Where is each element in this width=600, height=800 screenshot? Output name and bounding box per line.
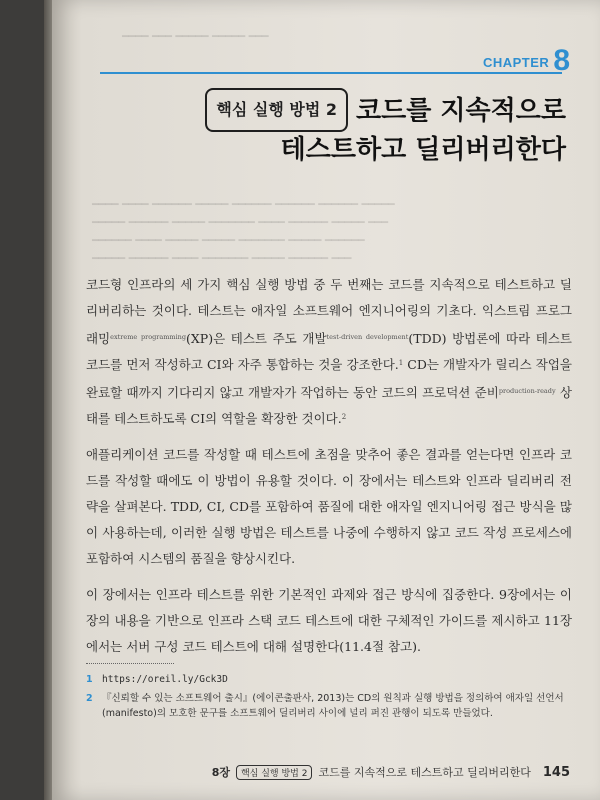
chapter-number: 8 bbox=[553, 44, 570, 77]
footer-chapter: 8장 bbox=[211, 766, 230, 779]
english-gloss: extreme programming bbox=[110, 333, 187, 341]
paragraph-2 bbox=[86, 442, 572, 572]
chapter-word: CHAPTER bbox=[482, 55, 550, 70]
paragraph-text: 상태를 테스트하도록 CI의 역할을 확장한 것이다. bbox=[86, 385, 572, 426]
paragraph-1 bbox=[86, 272, 572, 432]
running-footer bbox=[212, 764, 570, 780]
paragraph-3 bbox=[86, 582, 572, 660]
page-number: 145 bbox=[542, 764, 570, 780]
footnotes bbox=[86, 672, 572, 725]
footnote-number: 2 bbox=[86, 693, 93, 704]
footnote-ref[interactable]: 1 bbox=[398, 359, 404, 367]
chapter-label bbox=[483, 44, 570, 78]
footnote-rule bbox=[86, 663, 174, 664]
footnote-link[interactable]: https://oreil.ly/Gck3D bbox=[102, 674, 228, 685]
english-gloss: production-ready bbox=[498, 387, 556, 395]
footnote-ref[interactable]: 2 bbox=[341, 413, 347, 421]
footnote-number: 1 bbox=[86, 674, 93, 685]
chapter-title bbox=[205, 88, 566, 168]
footer-tag: 핵심 실행 방법 2 bbox=[236, 765, 312, 780]
title-line-2: 테스트하고 딜리버리한다 bbox=[280, 135, 566, 165]
paragraph-text: CD는 개발자가 릴리스 작업을 완료할 때까지 기다리지 않고 개발자가 작업하는 동안 코드의 프로덕션 준비 bbox=[86, 357, 572, 400]
footer-title: 코드를 지속적으로 테스트하고 딜리버리한다 bbox=[318, 766, 531, 779]
footnote-2 bbox=[86, 691, 572, 721]
english-gloss: test-driven development bbox=[326, 333, 409, 341]
paragraph-text: 애플리케이션 코드를 작성할 때 테스트에 초점을 맞추어 좋은 결과를 얻는다면 인프라 코드를 작성할 때에도 이 방법이 유용할 것이다. 이 장에서는 테스트와 인프라 딜리버리 전략을 살펴본다. TDD, CI, CD를 포함하여 품질에 대한 애자일 엔지니어링 접근 방식을 많이 사용하는데, 이러한 실행 방법은 테스트를 나중에 수행하지 않고 코드 작성 프로세스에 포함하여 시스템의 품질을 향상시킨다. bbox=[86, 447, 572, 566]
footnote-text: 『신뢰할 수 있는 소프트웨어 출시』(에이콘출판사, 2013)는 CD의 원칙과 실행 방법을 정의하여 애자일 선언서(manifesto)의 모호한 문구를 소프트웨어 딜리버리 사이에 널리 퍼진 관행이 되도록 만들었다. bbox=[102, 693, 564, 719]
title-line-1: 코드를 지속적으로 bbox=[356, 96, 566, 126]
footnote-1 bbox=[86, 672, 572, 687]
paragraph-text: (TDD) 방법론에 따라 테스트 코드를 먼저 작성하고 CI와 자주 통합하는 것을 강조한다. bbox=[86, 331, 572, 372]
paragraph-text: 코드형 인프라의 세 가지 핵심 실행 방법 중 두 번째는 코드를 지속적으로 테스트하고 딜리버리하는 것이다. 테스트는 애자일 소프트웨어 엔지니어링의 기초다. 익스트림 프로그래밍 bbox=[86, 277, 572, 346]
body-text bbox=[86, 272, 572, 670]
paragraph-text: 이 장에서는 인프라 테스트를 위한 기본적인 과제와 접근 방식에 집중한다. 9장에서는 이 장의 내용을 기반으로 인프라 스택 코드 테스트에 대한 구체적인 가이드를 제시하고 11장에서는 서버 구성 코드 테스트에 대해 설명한다(11.4절 참고). bbox=[86, 587, 572, 654]
title-tag: 핵심 실행 방법 2 bbox=[205, 88, 348, 132]
paragraph-text: (XP)은 테스트 주도 개발 bbox=[186, 331, 327, 346]
book-page: ━━━━ ━━━ ━━━━━ ━━━━━ ━━━ ━━━━ ━━━━ ━━━━━━ ━━━━━ ━━━━━━ ━━━━━━ ━━━━━━ ━━━━━ ━━━━━ ━━━━━━ ━━━━━ ━━━━━━━ ━━━━ ━━━━━━ ━━━━━ ━━━ ━━━━━━ ━━━━ ━━━━━ ━━━━━ ━━━━━━━ ━━━━━ ━━━━━━ ━━━━━ ━━━━━━ ━━━━ ━━━━━━━ ━━━━━ ━━━━━━ ━━━ CHAPTER 8 핵심 실행 방법 2 코드를 지속적으로 테스트하고 딜리버리한다 코드형 인프라의 세 가지 핵심 실행 방법 중 두 번째는 코드를 지속적으로 테스트하고 딜리버리하는 것이다. 테스트는 애자일 소프트웨어 엔지니어링의 기초다. 익스트림 프로그래밍$^{extreme programming}$(XP)은 테스트 주도 개발$^{test-driven development}$(TDD) 방법론에 따라 테스트 코드를 먼저 작성하고 CI와 자주 통합하는 것을 강조한다.$^1$ CD는 개발자가 릴리스 작업을 완료할 때까지 기다리지 않고 개발자가 작업하는 동안 코드의 프로덕션 준비$^{production-ready}$ 상태를 테스트하도록 CI의 역할을 확장한 것이다.$^2$ 애플리케이션 코드를 작성할 때 테스트에 초점을 맞추어 좋은 결과를 얻는다면 인프라 코드를 작성할 때에도 이 방법이 유용할 것이다. 이 장에서는 테스트와 인프라 딜리버리 전략을 살펴본다. TDD, CI, CD를 포함하여 품질에 대한 애자일 엔지니어링 접근 방식을 많이 사용하는데, 이러한 실행 방법은 테스트를 나중에 수행하지 않고 코드 작성 프로세스에 포함하여 시스템의 품질을 향상시킨다. 이 장에서는 인프라 테스트를 위한 기본적인 과제와 접근 방식에 집중한다. 9장에서는 이 장의 내용을 기반으로 인프라 스택 코드 테스트에 대한 구체적인 가이드를 제시하고 11장에서는 서버 구성 코드 테스트에 대해 설명한다(11.4절 참고). 1 https://oreil.ly/Gck3D 2 『신뢰할 수 있는 소프트웨어 출시』(에이콘출판사, 2013)는 CD의 원칙과 실행 방법을 정의하여 애자일 선언서(manifesto)의 모호한 문구를 소프트웨어 딜리버리 사이에 널리 퍼진 관행이 되도록 만들었다. 8장 핵심 실행 방법 2 코드를 지속적으로 테스트하고 딜리버리한다 145 bbox=[52, 0, 600, 800]
